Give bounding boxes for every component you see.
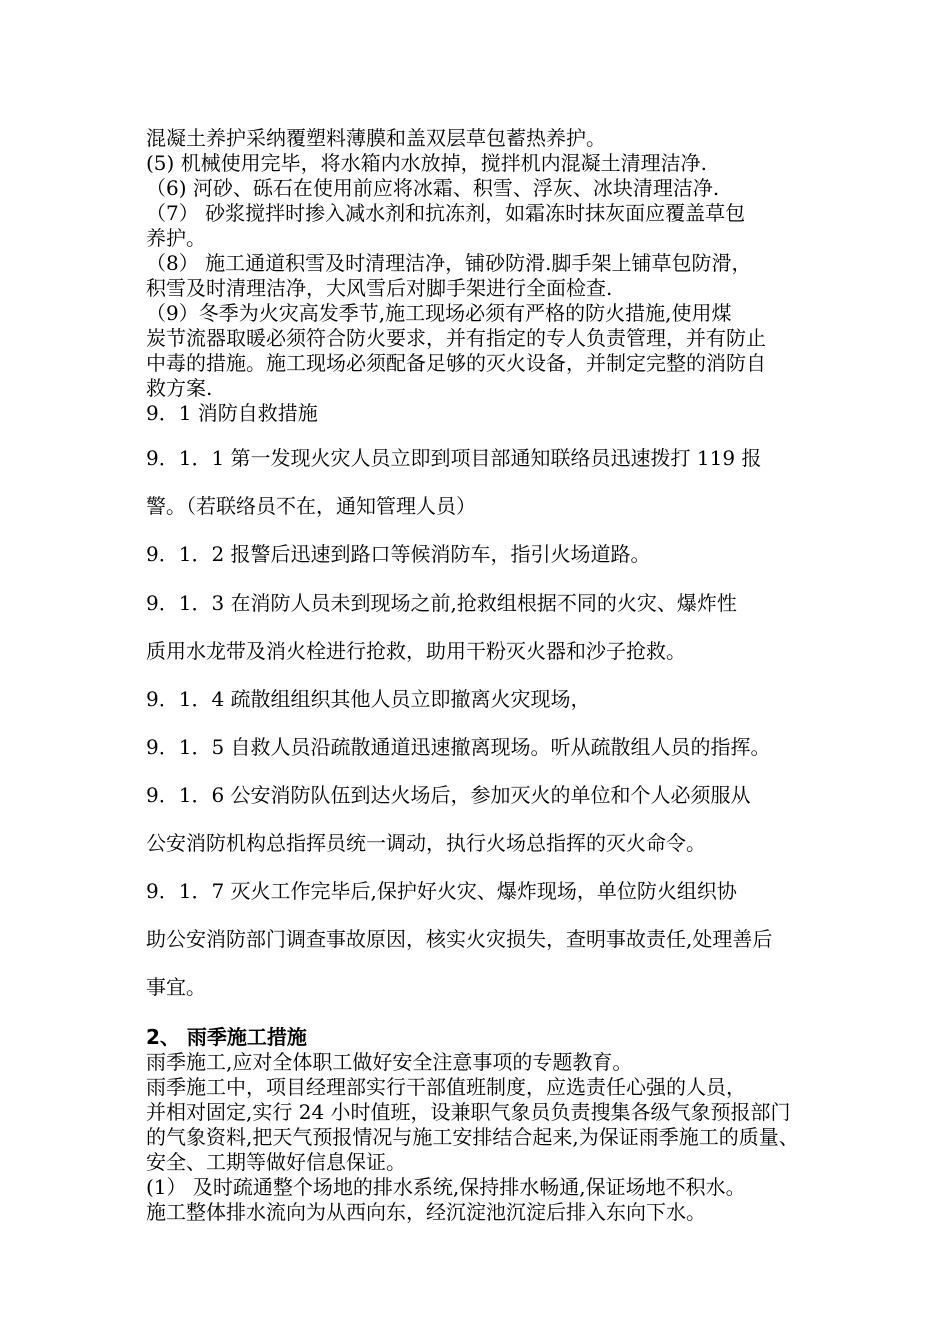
text-line: 质用水龙带及消火栓进行抢救，助用干粉灭火器和沙子抢救。 bbox=[146, 639, 686, 663]
section-title: 2、 雨季施工措施 bbox=[146, 1025, 307, 1049]
text-line: 并相对固定,实行 24 小时值班，设兼职气象员负责搜集各级气象预报部门 bbox=[146, 1100, 791, 1124]
text-line: 9．1．5 自救人员沿疏散通道迅速撤离现场。听从疏散组人员的指挥。 bbox=[146, 735, 771, 759]
text-line: （9）冬季为火灾高发季节,施工现场必须有严格的防火措施,使用煤 bbox=[146, 301, 732, 325]
text-line: （6) 河砂、砾石在使用前应将冰霜、积雪、浮灰、冰块清理洁净. bbox=[146, 176, 720, 200]
text-line: 积雪及时清理洁净，大风雪后对脚手架进行全面检查. bbox=[146, 276, 613, 300]
text-line: 警。（若联络员不在，通知管理人员） bbox=[146, 494, 476, 518]
text-line: 雨季施工中，项目经理部实行干部值班制度，应选责任心强的人员， bbox=[146, 1075, 746, 1099]
text-line: 混凝土养护采纳覆塑料薄膜和盖双层草包蓄热养护。 bbox=[146, 126, 606, 150]
text-line: 9．1．4 疏散组组织其他人员立即撤离火灾现场， bbox=[146, 687, 591, 711]
text-line: 9．1．2 报警后迅速到路口等候消防车，指引火场道路。 bbox=[146, 542, 651, 566]
text-line: 事宜。 bbox=[146, 975, 206, 999]
text-line: 救方案. bbox=[146, 376, 213, 400]
text-line: 9．1．6 公安消防队伍到达火场后，参加灭火的单位和个人必须服从 bbox=[146, 783, 751, 807]
text-line: (1） 及时疏通整个场地的排水系统,保持排水畅通,保证场地不积水。 bbox=[146, 1175, 746, 1199]
section-heading: 9．1 消防自救措施 bbox=[146, 401, 318, 425]
text-line: 养护。 bbox=[146, 226, 206, 250]
text-line: 9．1．7 灭火工作完毕后,保护好火灾、爆炸现场，单位防火组织协 bbox=[146, 879, 737, 903]
text-line: 助公安消防部门调查事故原因，核实火灾损失，查明事故责任,处理善后 bbox=[146, 927, 773, 951]
text-line: 的气象资料,把天气预报情况与施工安排结合起来,为保证雨季施工的质量、 bbox=[146, 1125, 799, 1149]
text-line: （8） 施工通道积雪及时清理洁净，铺砂防滑.脚手架上铺草包防滑， bbox=[146, 251, 752, 275]
text-line: 雨季施工,应对全体职工做好安全注意事项的专题教育。 bbox=[146, 1050, 633, 1074]
text-line: 9．1．3 在消防人员未到现场之前,抢救组根据不同的火灾、爆炸性 bbox=[146, 591, 737, 615]
text-line: 公安消防机构总指挥员统一调动，执行火场总指挥的灭火命令。 bbox=[146, 831, 706, 855]
text-line: 炭节流器取暖必须符合防火要求，并有指定的专人负责管理，并有防止 bbox=[146, 326, 766, 350]
text-line: 中毒的措施。施工现场必须配备足够的灭火设备，并制定完整的消防自 bbox=[146, 351, 766, 375]
text-line: 9．1．1 第一发现火灾人员立即到项目部通知联络员迅速拨打 119 报 bbox=[146, 446, 762, 470]
text-line: （7） 砂浆搅拌时掺入减水剂和抗冻剂，如霜冻时抹灰面应覆盖草包 bbox=[146, 201, 746, 225]
text-line: 安全、工期等做好信息保证。 bbox=[146, 1150, 406, 1174]
text-line: 施工整体排水流向为从西向东，经沉淀池沉淀后排入东向下水。 bbox=[146, 1200, 706, 1224]
text-line: (5) 机械使用完毕，将水箱内水放掉，搅拌机内混凝土清理洁净. bbox=[146, 151, 708, 175]
